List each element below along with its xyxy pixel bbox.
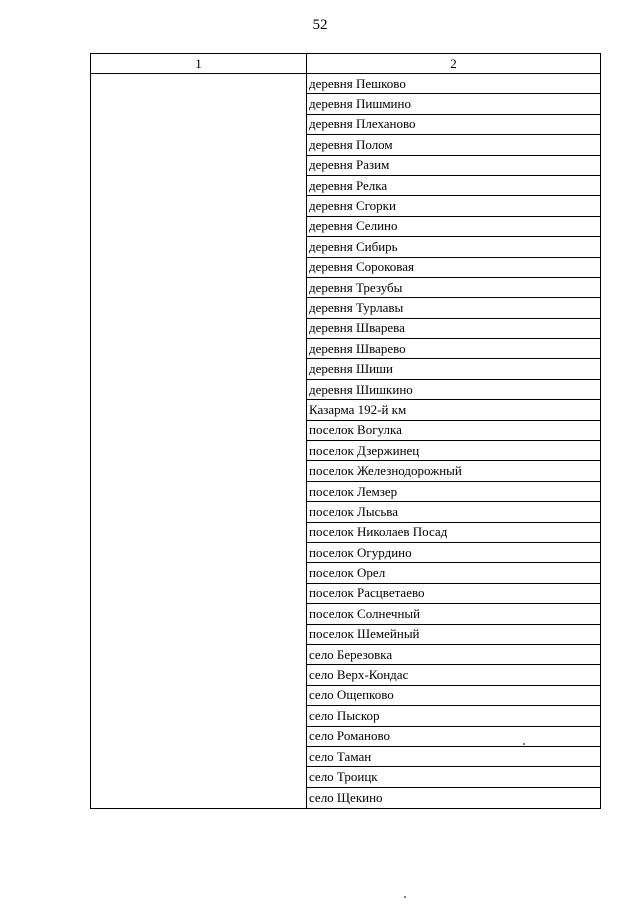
scan-speck [404, 896, 406, 898]
table-row: поселок Вогулка [307, 421, 600, 441]
table-row: деревня Пишмино [307, 94, 600, 114]
table-row: село Березовка [307, 645, 600, 665]
table-row: село Троицк [307, 767, 600, 787]
table-row: поселок Шемейный [307, 625, 600, 645]
scan-speck [523, 743, 525, 745]
table-row: деревня Плеханово [307, 115, 600, 135]
column-2-rows [307, 74, 600, 808]
table-row: поселок Лысьва [307, 502, 600, 522]
table-row: деревня Шварево [307, 339, 600, 359]
table-row: поселок Орел [307, 563, 600, 583]
table-row: деревня Турлавы [307, 298, 600, 318]
column-1-merged-cell [91, 74, 307, 808]
table-row: деревня Разим [307, 156, 600, 176]
settlements-table [90, 53, 601, 809]
table-row: село Романово [307, 727, 600, 747]
page-number: 52 [312, 17, 328, 33]
table-row: деревня Сибирь [307, 237, 600, 257]
table-row: деревня Полом [307, 135, 600, 155]
table-row: деревня Трезубы [307, 278, 600, 298]
table-row: поселок Железнодорожный [307, 461, 600, 481]
table-row: село Таман [307, 747, 600, 767]
table-row: село Щекино [309, 789, 383, 805]
table-row: деревня Селино [307, 217, 600, 237]
table-row: поселок Огурдино [307, 543, 600, 563]
table-row: деревня Шиши [307, 359, 600, 379]
table-row: деревня Сгорки [307, 196, 600, 216]
table-row: Казарма 192-й км [307, 400, 600, 420]
table-row: поселок Николаев Посад [307, 523, 600, 543]
table-row: село Ощепково [307, 686, 600, 706]
table-row: деревня Шварева [307, 319, 600, 339]
table-row: поселок Расцветаево [307, 584, 600, 604]
table-row: поселок Лемзер [307, 482, 600, 502]
column-1-header: 1 [91, 54, 307, 73]
table-row: деревня Пешково [307, 74, 600, 94]
table-row: село Пыскор [307, 706, 600, 726]
table-row: деревня Релка [307, 176, 600, 196]
table-row: поселок Дзержинец [307, 441, 600, 461]
column-2-header: 2 [450, 55, 457, 71]
table-body [91, 74, 600, 808]
table-row: село Верх-Кондас [307, 665, 600, 685]
table-header-row [91, 54, 600, 74]
table-row: деревня Шишкино [307, 380, 600, 400]
table-row: поселок Солнечный [307, 604, 600, 624]
table-row: деревня Сороковая [307, 258, 600, 278]
